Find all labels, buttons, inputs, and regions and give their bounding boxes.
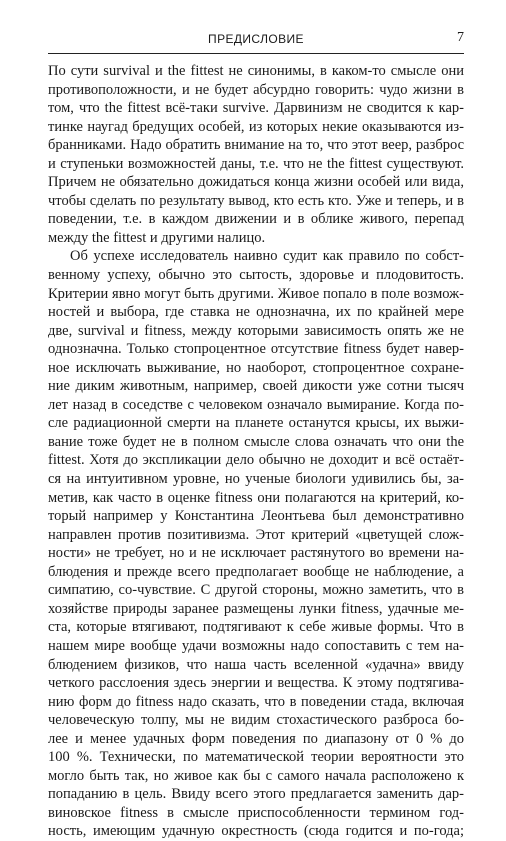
text-line: вание тоже будет не в полном смысле слова означать что они the — [48, 433, 464, 450]
text-line: лет назад в соседстве с человеком означало вымирание. Когда по- — [48, 396, 464, 413]
text-line: блюдения и прежде всего предполагает вообще не наблюдение, а — [48, 563, 464, 580]
text-line: попаданию в цель. Ввиду всего этого предлагается заменить дар- — [48, 786, 464, 803]
text-line: сле радиационной смерти на планете останутся крысы, их выжи- — [48, 415, 464, 432]
text-line: поведении, т.е. в каждом движении и в облике живого, перепад — [48, 211, 464, 228]
paragraph-1 — [48, 62, 464, 247]
text-line: симпатию, со-чувствие. С другой стороны, можно заметить, что в — [48, 582, 464, 599]
text-line: Причем не обязательно дожидаться конца жизни особей или вида, — [48, 174, 464, 191]
text-line: нию форм до fitness надо сказать, что в поведении стада, включая — [48, 693, 464, 710]
text-line: лее и менее удачных форм поведения по диапазону от 0 % до — [48, 730, 464, 747]
text-line: могло быть так, но живое как бы с самого начала расположено к — [48, 767, 464, 784]
text-line: том, что the fittest всё-таки survive. Дарвинизм не сводится к кар- — [48, 100, 464, 117]
text-line: четкого расслоения здесь энергии и вещества. К этому подтягива- — [48, 675, 464, 692]
text-line: торый например у Константина Леонтьева был демонстративно — [48, 508, 464, 525]
body-text — [48, 62, 464, 841]
text-line: направлен против позитивизма. Этот критерий «цветущей слож- — [48, 526, 464, 543]
text-line: ность, имеющим удачную окрестность (сюда годится и по-года; — [48, 823, 464, 840]
text-line: ностей и выбора, где ставка не однозначна, их по крайней мере — [48, 304, 464, 321]
running-header — [48, 28, 464, 54]
text-line: ние диким животным, например, своей дикости уже сотни тысяч — [48, 378, 464, 395]
text-line: Об успехе исследователь наивно судит как правило по собст- — [70, 248, 464, 265]
text-line: и ступеньки возможностей даны, т.е. что не the fittest существуют. — [48, 155, 464, 172]
text-line: венному успеху, обычно это сытость, здоровье и плодовитость. — [48, 267, 464, 284]
text-line: виновское fitness в смысле приспособленности термином год- — [48, 804, 464, 821]
text-line: метив, как часто в оценке fitness они полагаются на критерий, ко- — [48, 489, 464, 506]
paragraph-2 — [48, 247, 464, 841]
text-line: противоположности, и не будет абсурдно говорить: чудо жизни в — [48, 81, 464, 98]
text-line: Критерии явно могут быть другими. Живое попало в поле возмож- — [48, 285, 464, 302]
running-title: ПРЕДИСЛОВИЕ — [208, 32, 304, 46]
text-line: блюдением физиков, что наша часть вселенной «удачна» ввиду — [48, 656, 464, 673]
text-line: fittest. Хотя до экспликации дело обычно не доходит и всё остаёт- — [48, 452, 464, 469]
text-line: По сути survival и the fittest не синонимы, в каком-то смысле они — [48, 63, 464, 79]
page-number: 7 — [457, 30, 464, 45]
text-line: между the fittest и другими налицо. — [48, 229, 266, 246]
text-line: тинке наугад бредущих особей, из которых некие оказываются из- — [48, 118, 464, 135]
text-line: ности» не требует, но и не исключает растянутого во времени на- — [48, 545, 464, 562]
text-line: ся на интуитивном уровне, но ученые биологи удивились бы, за- — [48, 471, 464, 488]
text-line: человеческую толпу, мы не видим стохастического разброса бо- — [48, 712, 464, 729]
text-line: ное исключать выживание, но наоборот, стопроцентное сохране- — [48, 359, 464, 376]
text-line: 100 %. Технически, по математической теории вероятности это — [48, 749, 464, 766]
text-line: нашем мире вообще удачи возможны надо сопоставить с тем на- — [48, 637, 464, 654]
text-line: хозяйстве природы заранее размещены лунки fitness, удачные ме- — [48, 600, 464, 617]
text-line: ста, которые втягивают, подтягивают к себе живые формы. Что в — [48, 619, 464, 636]
text-line: однозначна. Только стопроцентное отсутствие fitness будет навер- — [48, 341, 464, 358]
text-line: чтобы сделать по результату вывод, кто есть кто. Уже и теперь, и в — [48, 192, 464, 209]
text-line: две, survival и fitness, между которыми зависимость опять же не — [48, 322, 464, 339]
text-line: бранниками. Надо обратить внимание на то, что этот веер, разброс — [48, 137, 464, 154]
